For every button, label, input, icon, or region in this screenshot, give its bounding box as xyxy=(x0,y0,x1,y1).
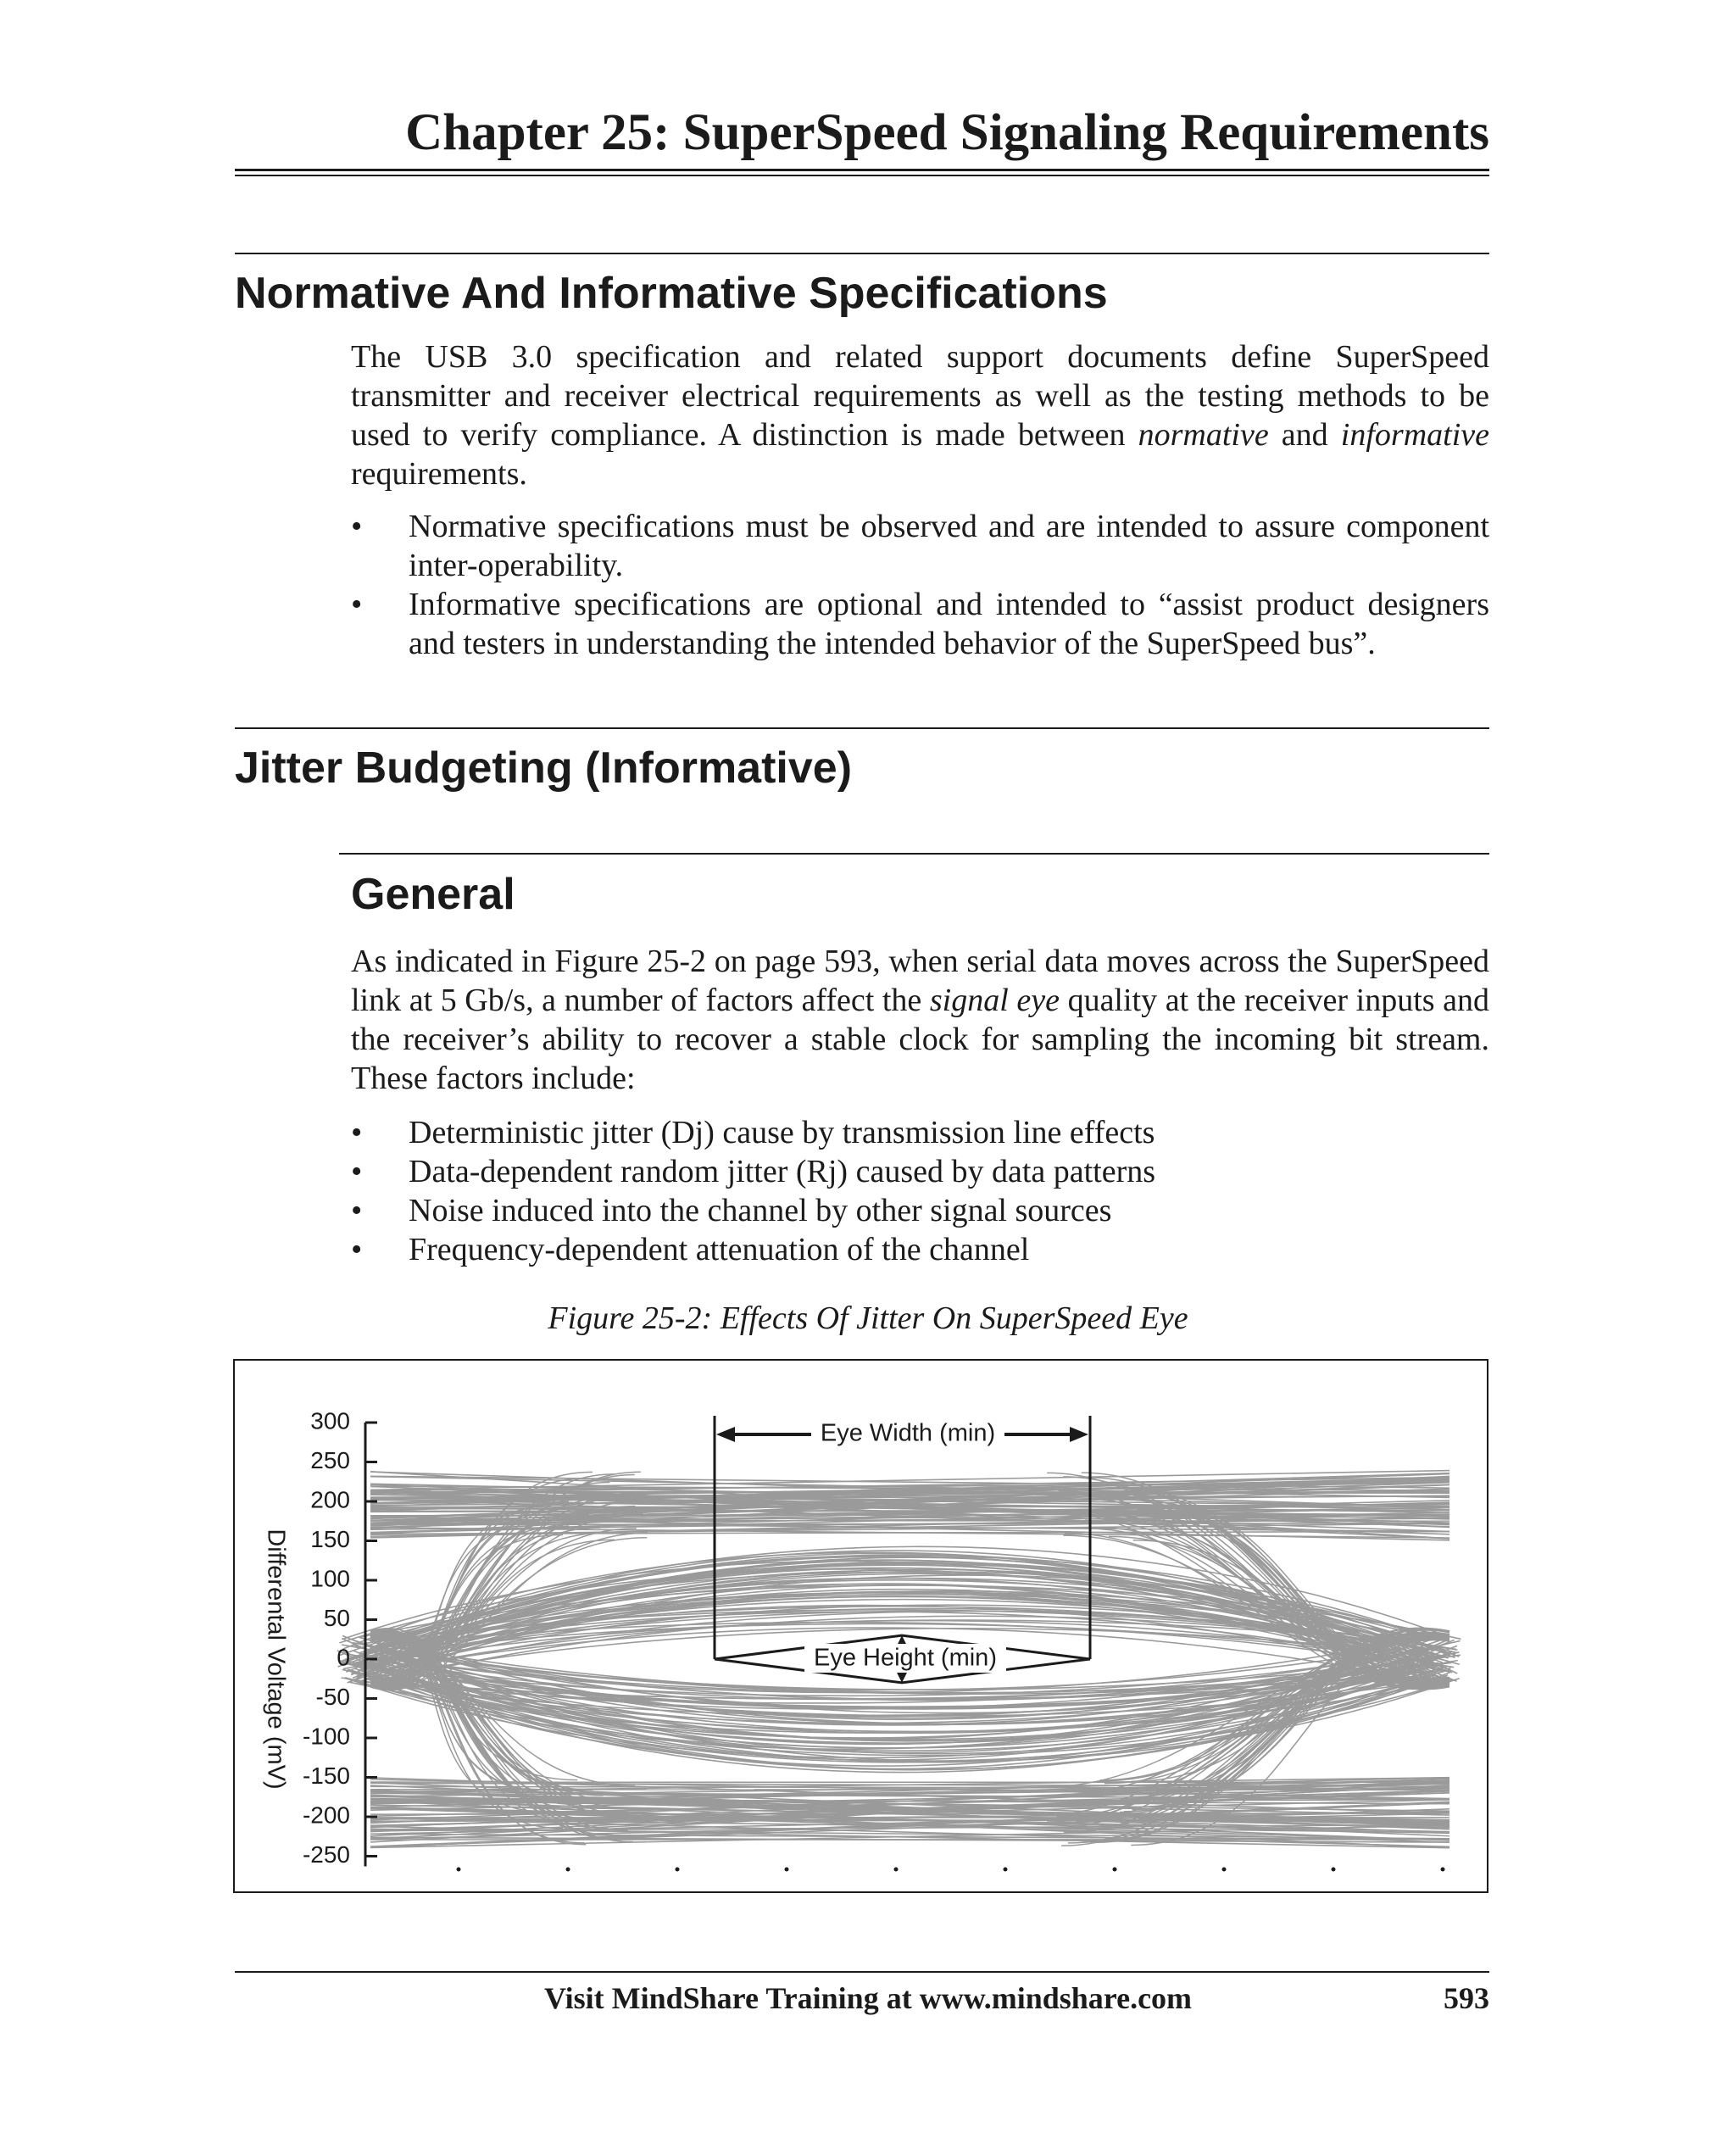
arrowhead xyxy=(716,1427,735,1442)
y-axis xyxy=(303,1407,377,1868)
paragraph-general xyxy=(351,942,1489,1098)
footer-rule xyxy=(235,1971,1489,1973)
list-item xyxy=(351,1152,1489,1191)
y-tick-label: 250 xyxy=(310,1446,350,1473)
header-rule-bottom xyxy=(235,175,1489,176)
paragraph-text: requirements. xyxy=(351,456,527,492)
y-tick-label: 200 xyxy=(310,1486,350,1513)
bullet-dot: • xyxy=(351,587,363,622)
x-marker-dot xyxy=(1004,1868,1008,1872)
x-marker-dot xyxy=(1332,1868,1336,1872)
bullet-dot: • xyxy=(351,1115,363,1150)
paragraph-text: quality at the receiver inputs and the receiver’s ability to recover a stable clock for sampling the incoming bit stream. These factors include: xyxy=(351,983,1489,1096)
x-marker-dot xyxy=(1222,1868,1227,1872)
eye-width-label: Eye Width (min) xyxy=(820,1419,996,1447)
section-heading-jitter: Jitter Budgeting (Informative) xyxy=(235,743,853,793)
section-heading-normative: Normative And Informative Specifications xyxy=(235,269,1108,318)
y-tick-label: -250 xyxy=(302,1840,350,1868)
bullet-dot: • xyxy=(351,1154,363,1189)
paragraph-text: The USB 3.0 specification and related support documents define SuperSpeed transmitter and receiver electrical requirements as well as the testing methods to be used to verify compliance. A distinction is made between xyxy=(351,339,1489,453)
y-tick-label: 50 xyxy=(323,1604,350,1631)
x-axis-markers xyxy=(457,1868,1445,1872)
x-marker-dot xyxy=(457,1868,461,1872)
eye-diagram-figure xyxy=(233,1359,1488,1893)
emphasis-signal-eye: signal eye xyxy=(929,983,1060,1018)
chapter-title: Chapter 25: SuperSpeed Signaling Requirements xyxy=(405,104,1489,161)
footer-text: Visit MindShare Training at www.mindshare.com xyxy=(543,1981,1193,2015)
list-item xyxy=(351,1191,1489,1230)
emphasis-normative: normative xyxy=(1138,417,1269,453)
subsection-rule xyxy=(339,853,1489,855)
bullet-dot: • xyxy=(351,1193,363,1228)
y-tick-label: -100 xyxy=(302,1723,350,1750)
x-marker-dot xyxy=(785,1868,789,1872)
bullet-dot: • xyxy=(351,1232,363,1267)
list-item xyxy=(351,507,1489,585)
list-item xyxy=(351,1113,1489,1152)
y-tick-label: -50 xyxy=(315,1683,350,1710)
y-tick-label: -150 xyxy=(302,1762,350,1789)
y-tick-label: 300 xyxy=(310,1407,350,1434)
y-tick-label: 150 xyxy=(310,1525,350,1552)
list-item-text: Frequency-dependent attenuation of the channel xyxy=(409,1232,1030,1267)
list-item-text: Data-dependent random jitter (Rj) caused by data patterns xyxy=(409,1154,1156,1189)
eye-diagram-svg xyxy=(235,1361,1487,1891)
y-axis-label: Differental Voltage (mV) xyxy=(262,1529,290,1790)
list-item-text: Noise induced into the channel by other signal sources xyxy=(409,1193,1112,1228)
list-item-text: Normative specifications must be observed and are intended to assure component inter-operability. xyxy=(409,509,1489,583)
page-number: 593 xyxy=(1444,1981,1489,2015)
eye-annotations xyxy=(715,1416,1090,1683)
x-marker-dot xyxy=(676,1868,680,1872)
list-item xyxy=(351,1230,1489,1269)
arrowhead xyxy=(1070,1427,1088,1442)
x-marker-dot xyxy=(1113,1868,1117,1872)
section-rule xyxy=(235,253,1489,254)
x-marker-dot xyxy=(894,1868,899,1872)
eye-height-label: Eye Height (min) xyxy=(814,1644,997,1672)
list-item xyxy=(351,585,1489,663)
paragraph-text: and xyxy=(1268,417,1341,453)
subsection-heading-general: General xyxy=(351,870,515,919)
y-tick-label: -200 xyxy=(302,1802,350,1829)
list-item-text: Deterministic jitter (Dj) cause by transmission line effects xyxy=(409,1115,1155,1150)
section-rule xyxy=(235,727,1489,729)
y-tick-label: 0 xyxy=(337,1644,350,1671)
paragraph-text: As indicated in Figure 25-2 on page 593, when serial data moves across the SuperSpeed link at 5 Gb/s, a number of factors affect the xyxy=(351,944,1489,1018)
normative-bullet-list xyxy=(351,507,1489,663)
header-rule-top xyxy=(235,169,1489,171)
bullet-dot: • xyxy=(351,509,363,544)
figure-caption: Figure 25-2: Effects Of Jitter On SuperSpeed Eye xyxy=(548,1300,1188,1336)
x-marker-dot xyxy=(566,1868,570,1872)
emphasis-informative: informative xyxy=(1340,417,1489,453)
y-tick-label: 100 xyxy=(310,1565,350,1592)
list-item-text: Informative specifications are optional and intended to “assist product designers and testers in understanding the intended behavior of the SuperSpeed bus”. xyxy=(409,587,1489,661)
paragraph-normative-intro xyxy=(351,337,1489,493)
factors-bullet-list xyxy=(351,1113,1489,1269)
x-marker-dot xyxy=(1441,1868,1445,1872)
